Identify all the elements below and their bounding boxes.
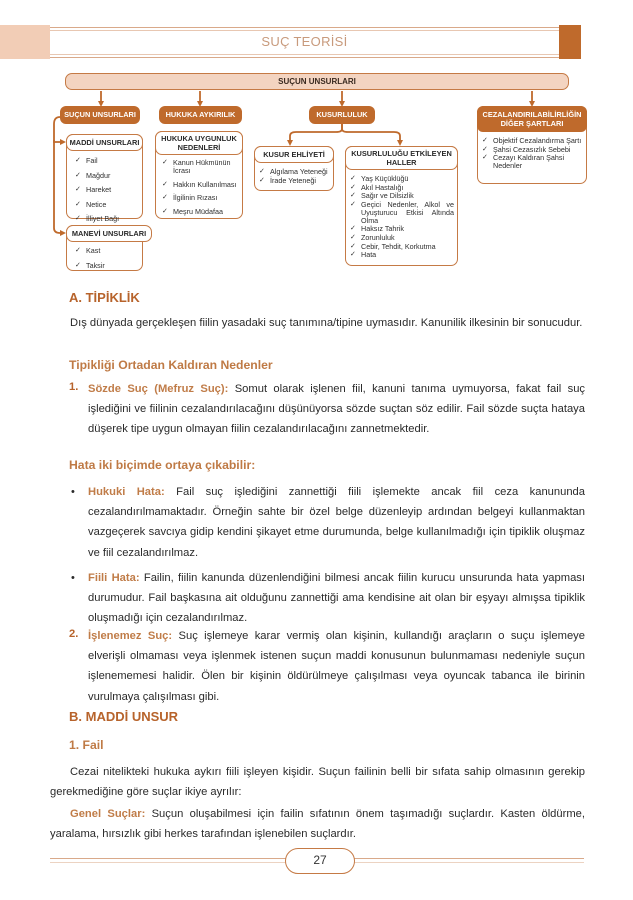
crime-elements-diagram: [0, 0, 633, 285]
kusur-ehliyeti-box: [254, 146, 334, 191]
branch-node-hukuka-aykirilik: HUKUKA AYKIRILIK: [159, 106, 242, 124]
bullet-hukuki-hata: [88, 482, 585, 563]
list-item: ✓ Taksir: [75, 261, 105, 270]
kusurlulugu-etkileyen-haller-list: [350, 175, 454, 260]
diagram-root-node: SUÇUN UNSURLARI: [65, 73, 569, 90]
maddi-unsurlari-box: [66, 134, 143, 224]
footer-rule-right-2: [354, 862, 584, 863]
fiili-hata-text: Failin, fiilin kanunda düzenlendiğini bilmesi ancak fiilin kurucu unsurunda hata yapması durumudur. Fail başkasına ait olduğunu zannettiği ama kendisine ait olan bir eşyayı almışsa tipiklik oluşmadığı için cezalandırılmaz.: [88, 572, 585, 625]
list-item: ✓ Hareket: [75, 185, 119, 194]
section-b-subheading: 1. Fail: [69, 738, 104, 752]
list-item: ✓ Akıl Hastalığı: [350, 184, 454, 192]
hukuka-uygunluk-list: [162, 159, 242, 216]
list-item: ✓ Cebir, Tehdit, Korkutma: [350, 243, 454, 251]
hukuka-uygunluk-box: [155, 131, 243, 219]
branch-node-cezalandirilabilirlik: CEZALANDIRILABİLİRLİĞİN DİĞER ŞARTLARI: [477, 106, 587, 132]
list-item: ✓ Şahsi Cezasızlık Sebebi: [482, 146, 582, 154]
item-1-number: 1.: [69, 381, 79, 393]
list-item: ✓ Yaş Küçüklüğü: [350, 175, 454, 183]
section-a-heading: A. TİPİKLİK: [69, 290, 140, 305]
branch-node-sucun-unsurlari: SUÇUN UNSURLARI: [60, 106, 140, 124]
manevi-unsurlari-list: [75, 246, 105, 275]
general-crimes-paragraph: [50, 804, 585, 844]
fiili-hata-label: Fiili Hata:: [88, 572, 140, 584]
list-item: ✓ Algılama Yeteneği: [259, 168, 328, 176]
kusur-ehliyeti-list: [259, 168, 328, 185]
general-crimes-text: Suçun oluşabilmesi için failin sıfatının önem taşımadığı suçlardır. Kasten öldürme, yaralama, hırsızlık gibi herkes tarafından işlenebilen suçlardır.: [50, 808, 585, 841]
arrow-branch1-to-manevi: [54, 140, 63, 233]
list-item: ✓ Haksız Tahrik: [350, 225, 454, 233]
list-item: ✓ Netice: [75, 200, 119, 209]
hukuki-hata-label: Hukuki Hata:: [88, 486, 165, 498]
section-b-intro: Cezai nitelikteki hukuka aykırı fiili işleyen kişidir. Suçun failinin belli bir sıfata sahip olmasının gerekip gerekmediğine göre suçlar ikiye ayrılır:: [50, 766, 585, 799]
section-b-heading: B. MADDİ UNSUR: [69, 709, 179, 724]
general-crimes-label: Genel Suçlar:: [70, 808, 146, 820]
item-1-paragraph: [88, 379, 585, 440]
list-item: ✓ Kanun Hükmünün İcrası: [162, 159, 242, 176]
maddi-unsurlari-title: MADDİ UNSURLARI: [66, 134, 143, 151]
list-item: ✓ İlgilinin Rızası: [162, 193, 242, 202]
item-2-text: Suç işlemeye karar vermiş olan kişinin, kullandığı araçların o suçu işlemeye elverişli olmaması veya işlenmek istenen suçun maddi konusunun bulunmaması nedeniyle suçun işlenememesi halidir. Ölen bir kişinin öldürülmeye çalışılması veya oyuncak tabanca ile birinin vurulmaya çalışılması gibi.: [88, 630, 585, 703]
footer-rule-left: [50, 858, 286, 859]
list-item: ✓ Hakkın Kullanılması: [162, 180, 242, 189]
page-number: 27: [285, 848, 355, 874]
bullet-fiili-hata: [88, 568, 585, 629]
hukuki-hata-text: Fail suç işlediğini zannettiği fiili işlemekte ancak fiil ceza kanununda cezalandırılmamaktadır. Örneğin sahte bir özel belge düzenleyip ardından belgeyi kullanmaktan vazgeçerek savcıya gidip kendini şikayet etme durumunda, belge kullanılmadığı için tipiklik oluşmaz ve fiil cezalandırılmaz.: [88, 486, 585, 559]
arrow-kusurluluk-to-haller: [342, 124, 400, 143]
bullet-icon: •: [71, 572, 75, 584]
manevi-unsurlari-box: [66, 225, 147, 271]
item-2-number: 2.: [69, 628, 79, 640]
maddi-unsurlari-list: [75, 156, 119, 229]
list-item: ✓ Kast: [75, 246, 105, 255]
cezalandirilabilirlik-list: [482, 137, 582, 171]
list-item: ✓ Zorunluluk: [350, 234, 454, 242]
list-item: ✓ Sağır ve Dilsizlik: [350, 192, 454, 200]
footer-rule-left-2: [50, 862, 286, 863]
list-item: ✓ Fail: [75, 156, 119, 165]
cezalandirilabilirlik-box: [477, 106, 587, 184]
hukuka-uygunluk-title: HUKUKA UYGUNLUK NEDENLERİ: [155, 131, 243, 155]
branch-node-kusurluluk: KUSURLULUK: [309, 106, 375, 124]
section-a-subheading: Tipikliği Ortadan Kaldıran Nedenler: [69, 358, 273, 372]
list-item: ✓ Objektif Cezalandırma Şartı: [482, 137, 582, 145]
arrow-kusurluluk-to-ehliyet: [290, 124, 342, 143]
bullet-icon: •: [71, 486, 75, 498]
item-2-paragraph: [88, 626, 585, 707]
list-item: ✓ Mağdur: [75, 171, 119, 180]
item-1-label: Sözde Suç (Mefruz Suç):: [88, 383, 229, 395]
kusurlulugu-etkileyen-haller-title: KUSURLULUĞU ETKİLEYEN HALLER: [345, 146, 458, 170]
kusur-ehliyeti-title: KUSUR EHLİYETİ: [254, 146, 334, 163]
list-item: ✓ Hata: [350, 251, 454, 259]
list-item: ✓ Cezayı Kaldıran Şahsi Nedenler: [482, 154, 582, 170]
footer-rule-right: [354, 858, 584, 859]
list-item: ✓ Meşru Müdafaa: [162, 207, 242, 216]
item-2-label: İşlenemez Suç:: [88, 630, 173, 642]
item-1-text: Somut olarak işlenen fiil, kanuni tanıma uymuyorsa, fakat fail suç işlediğini ve fiilinin cezalandırılacağını düşünüyorsa sözde suçtan söz edilir. Fail sözde suçta hataya düşerek tipe uygun olmayan fiilin cezalandırılacağını zannetmektedir.: [88, 383, 586, 436]
kusurlulugu-etkileyen-haller-box: [345, 146, 458, 266]
section-a-intro: Dış dünyada gerçekleşen fiilin yasadaki suç tanımına/tipine uymasıdır. Kanunilik ilkesinin bir sonucudur.: [70, 317, 583, 329]
error-types-heading: Hata iki biçimde ortaya çıkabilir:: [69, 458, 256, 472]
header-title: SUÇ TEORİSİ: [261, 34, 348, 49]
list-item: ✓ Geçici Nedenler, Alkol ve Uyuşturucu Etkisi Altında Olma: [350, 201, 454, 225]
list-item: ✓ İrade Yeteneği: [259, 177, 328, 185]
manevi-unsurlari-title: MANEVİ UNSURLARI: [66, 225, 152, 242]
list-item: ✓ İlliyet Bağı: [75, 214, 119, 223]
